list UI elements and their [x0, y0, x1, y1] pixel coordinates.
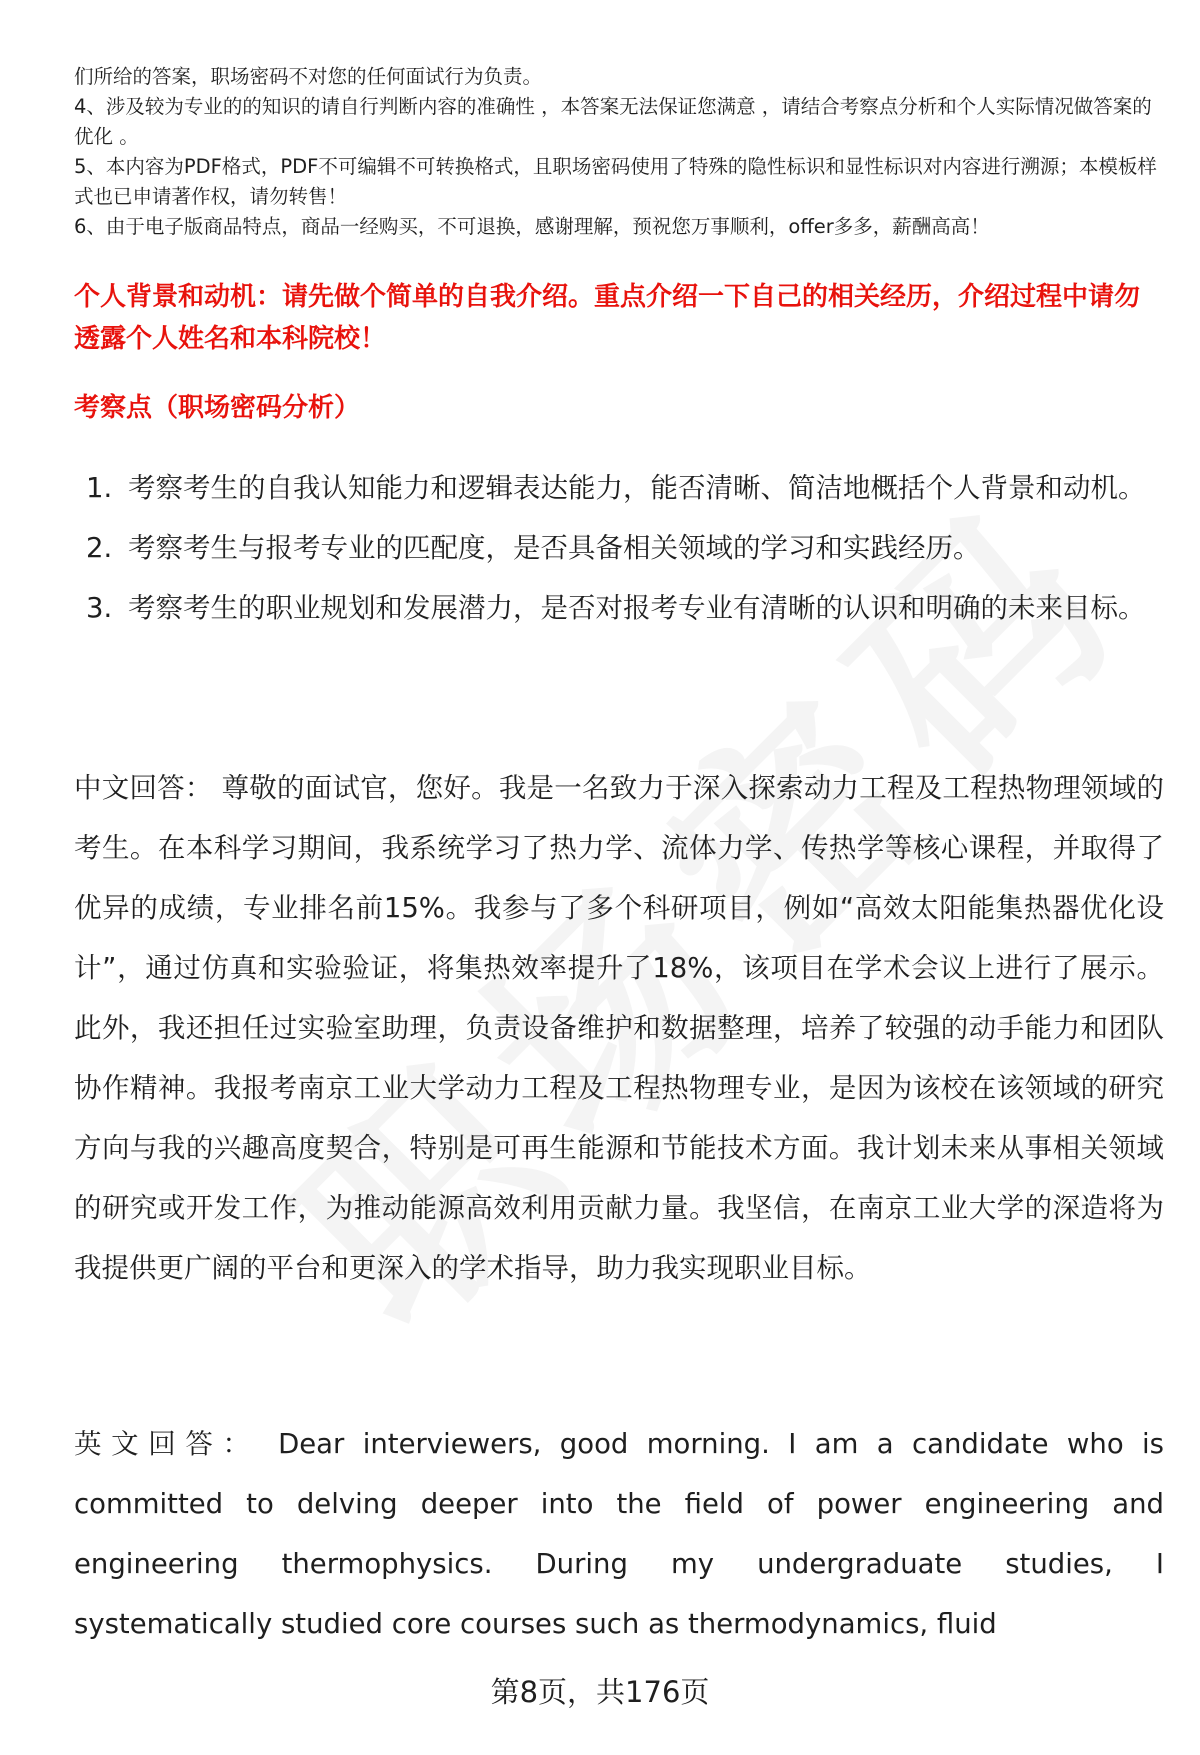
question-heading: 个人背景和动机：请先做个简单的自我介绍。重点介绍一下自己的相关经历，介绍过程中请勿透露个人姓名和本科院校！ [74, 282, 1141, 354]
list-number: 3. [86, 592, 113, 624]
disclaimer-line: 们所给的答案，职场密码不对您的任何面试行为负责。 [74, 65, 543, 88]
points-heading: 考察点（职场密码分析） [74, 393, 361, 423]
disclaimer-line: 6、由于电子版商品特点，商品一经购买，不可退换，感谢理解，预祝您万事顺利，offer多多，薪酬高高！ [74, 215, 990, 238]
list-item [74, 518, 1164, 578]
list-item [74, 578, 1164, 638]
list-item-text: 考察考生的自我认知能力和逻辑表达能力，能否清晰、简洁地概括个人背景和动机。 [128, 472, 1146, 504]
list-item-text: 考察考生的职业规划和发展潜力，是否对报考专业有清晰的认识和明确的未来目标。 [128, 592, 1146, 624]
disclaimer-line: 5、本内容为PDF格式，PDF不可编辑不可转换格式，且职场密码使用了特殊的隐性标识和显性标识对内容进行溯源；本模板样式也已申请著作权，请勿转售！ [74, 155, 1157, 208]
list-item-text: 考察考生与报考专业的匹配度，是否具备相关领域的学习和实践经历。 [128, 532, 981, 564]
disclaimer-block [74, 62, 1164, 242]
assessment-points-list [74, 458, 1164, 638]
list-number: 2. [86, 532, 113, 564]
list-item [74, 458, 1164, 518]
english-answer: 英文回答： Dear interviewers, good morning. I am a candidate who is committed to delving deeper into the field of power engineering and engineering thermophysics. During my undergraduate studies, I systematically studied core courses such as thermodynamics, fluid [74, 1428, 1164, 1640]
list-number: 1. [86, 472, 113, 504]
chinese-answer: 中文回答： 尊敬的面试官，您好。我是一名致力于深入探索动力工程及工程热物理领域的考生。在本科学习期间，我系统学习了热力学、流体力学、传热学等核心课程，并取得了优异的成绩，专业排名前15%。我参与了多个科研项目，例如“高效太阳能集热器优化设计”，通过仿真和实验验证，将集热效率提升了18%，该项目在学术会议上进行了展示。此外，我还担任过实验室助理，负责设备维护和数据整理，培养了较强的动手能力和团队协作精神。我报考南京工业大学动力工程及工程热物理专业，是因为该校在该领域的研究方向与我的兴趣高度契合，特别是可再生能源和节能技术方面。我计划未来从事相关领域的研究或开发工作，为推动能源高效利用贡献力量。我坚信，在南京工业大学的深造将为我提供更广阔的平台和更深入的学术指导，助力我实现职业目标。 [74, 772, 1164, 1284]
page-number: 第8页，共176页 [490, 1675, 710, 1709]
disclaimer-line: 4、涉及较为专业的的知识的请自行判断内容的准确性 ，本答案无法保证您满意 ，请结合考察点分析和个人实际情况做答案的优化 。 [74, 95, 1152, 148]
